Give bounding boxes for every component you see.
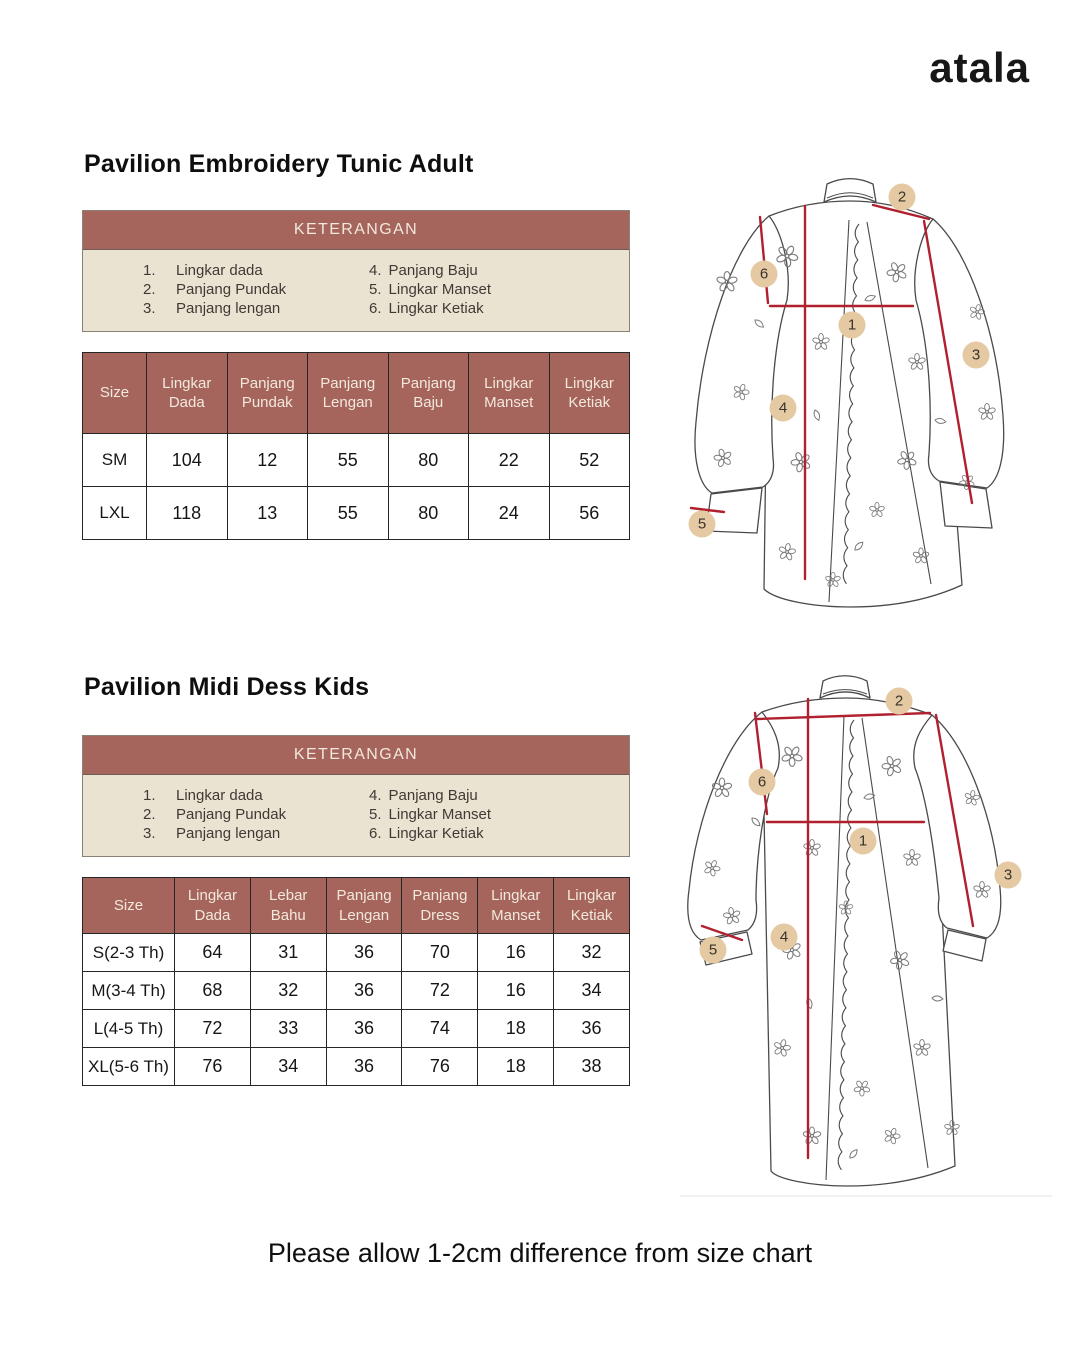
legend-left-column (143, 261, 369, 318)
value-cell: 80 (388, 487, 469, 540)
keterangan-header: KETERANGAN (83, 736, 629, 775)
column-header: Lingkar Manset (478, 878, 554, 934)
legend-item: 6. Lingkar Ketiak (369, 300, 484, 317)
size-table-adult (82, 352, 630, 540)
value-cell: 16 (478, 934, 554, 972)
column-header: Lebar Bahu (250, 878, 326, 934)
value-cell: 12 (227, 434, 308, 487)
value-cell: 36 (326, 1048, 402, 1086)
measure-marker-1: 1 (850, 828, 877, 855)
measure-marker-6: 6 (751, 261, 778, 288)
value-cell: 68 (175, 972, 251, 1010)
keterangan-header: KETERANGAN (83, 211, 629, 250)
table-row (83, 1010, 630, 1048)
legend-item: 6. Lingkar Ketiak (369, 825, 484, 842)
table-row (83, 434, 630, 487)
value-cell: 72 (402, 972, 478, 1010)
keterangan-box-adult (82, 210, 630, 332)
value-cell: 64 (175, 934, 251, 972)
size-cell: SM (83, 434, 147, 487)
table-row (83, 487, 630, 540)
column-header: Size (83, 878, 175, 934)
measure-marker-4: 4 (770, 395, 797, 422)
measure-marker-3: 3 (995, 862, 1022, 889)
size-cell: L(4-5 Th) (83, 1010, 175, 1048)
table-header-row (83, 353, 630, 434)
keterangan-body (83, 250, 629, 331)
legend-item: 3. Panjang lengan (143, 825, 281, 842)
value-cell: 18 (478, 1048, 554, 1086)
value-cell: 72 (175, 1010, 251, 1048)
value-cell: 34 (554, 972, 630, 1010)
size-cell: XL(5-6 Th) (83, 1048, 175, 1086)
legend-right-column (369, 261, 629, 318)
column-header: Lingkar Dada (175, 878, 251, 934)
legend-item: 4. Panjang Baju (369, 787, 478, 804)
column-header: Panjang Pundak (227, 353, 308, 434)
value-cell: 70 (402, 934, 478, 972)
garment-drawing-kids (660, 668, 1040, 1200)
value-cell: 34 (250, 1048, 326, 1086)
measure-marker-3: 3 (963, 342, 990, 369)
column-header: Lingkar Manset (469, 353, 550, 434)
table-row (83, 934, 630, 972)
value-cell: 76 (175, 1048, 251, 1086)
legend-right-column (369, 786, 629, 843)
value-cell: 16 (478, 972, 554, 1010)
measure-marker-5: 5 (700, 937, 727, 964)
column-header: Lingkar Ketiak (549, 353, 630, 434)
value-cell: 118 (147, 487, 228, 540)
value-cell: 32 (554, 934, 630, 972)
kids-dress-diagram (660, 668, 1040, 1200)
value-cell: 31 (250, 934, 326, 972)
value-cell: 80 (388, 434, 469, 487)
value-cell: 55 (308, 434, 389, 487)
value-cell: 55 (308, 487, 389, 540)
legend-item: 3. Panjang lengan (143, 300, 281, 317)
column-header: Panjang Lengan (308, 353, 389, 434)
value-cell: 32 (250, 972, 326, 1010)
measure-marker-6: 6 (749, 769, 776, 796)
value-cell: 74 (402, 1010, 478, 1048)
size-cell: M(3-4 Th) (83, 972, 175, 1010)
value-cell: 13 (227, 487, 308, 540)
keterangan-box-kids (82, 735, 630, 857)
value-cell: 24 (469, 487, 550, 540)
value-cell: 36 (554, 1010, 630, 1048)
legend-item: 2. Panjang Pundak (143, 281, 287, 298)
section-title-kids: Pavilion Midi Dess Kids (84, 673, 370, 701)
garment-drawing-adult (665, 160, 1035, 615)
measure-marker-2: 2 (886, 688, 913, 715)
adult-tunic-diagram (665, 160, 1035, 615)
value-cell: 52 (549, 434, 630, 487)
column-header: Lingkar Ketiak (554, 878, 630, 934)
legend-item: 2. Panjang Pundak (143, 806, 287, 823)
value-cell: 104 (147, 434, 228, 487)
section-title-adult: Pavilion Embroidery Tunic Adult (84, 150, 474, 178)
legend-item: 5. Lingkar Manset (369, 281, 492, 298)
legend-left-column (143, 786, 369, 843)
measure-marker-4: 4 (771, 924, 798, 951)
column-header: Panjang Lengan (326, 878, 402, 934)
footer-note: Please allow 1-2cm difference from size chart (267, 1238, 813, 1268)
legend-item: 5. Lingkar Manset (369, 806, 492, 823)
value-cell: 22 (469, 434, 550, 487)
size-table-kids (82, 877, 630, 1086)
measure-marker-2: 2 (889, 184, 916, 211)
value-cell: 36 (326, 1010, 402, 1048)
keterangan-body (83, 775, 629, 856)
table-header-row (83, 878, 630, 934)
brand-logo: atala (929, 44, 1030, 91)
table-row (83, 1048, 630, 1086)
size-cell: S(2-3 Th) (83, 934, 175, 972)
value-cell: 76 (402, 1048, 478, 1086)
legend-item: 1. Lingkar dada (143, 262, 263, 279)
value-cell: 33 (250, 1010, 326, 1048)
legend-item: 1. Lingkar dada (143, 787, 263, 804)
ground-line (680, 1195, 1052, 1197)
legend-item: 4. Panjang Baju (369, 262, 478, 279)
value-cell: 56 (549, 487, 630, 540)
column-header: Lingkar Dada (147, 353, 228, 434)
measure-marker-5: 5 (689, 511, 716, 538)
value-cell: 36 (326, 972, 402, 1010)
column-header: Size (83, 353, 147, 434)
size-cell: LXL (83, 487, 147, 540)
value-cell: 38 (554, 1048, 630, 1086)
value-cell: 36 (326, 934, 402, 972)
column-header: Panjang Baju (388, 353, 469, 434)
table-row (83, 972, 630, 1010)
column-header: Panjang Dress (402, 878, 478, 934)
measure-marker-1: 1 (839, 312, 866, 339)
value-cell: 18 (478, 1010, 554, 1048)
